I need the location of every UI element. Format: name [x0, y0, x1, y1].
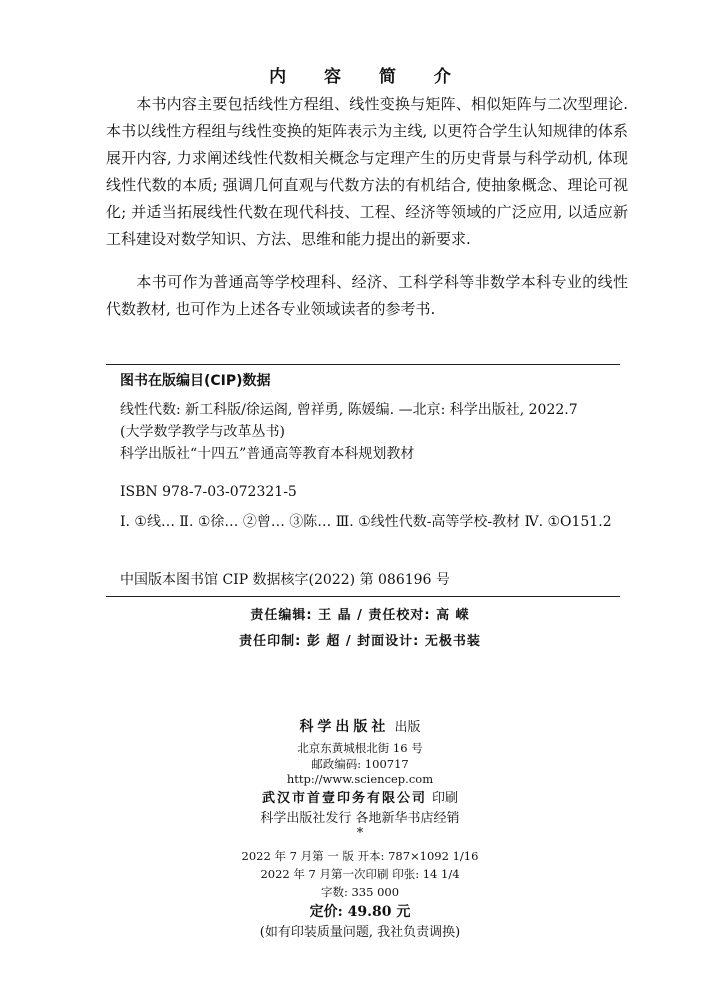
cip-series-line: (大学数学教学与改革丛书) [120, 424, 285, 440]
cip-top-rule [106, 364, 620, 365]
publisher-address: 北京东黄城根北街 16 号 [297, 741, 423, 755]
publisher-action: 出版 [394, 720, 421, 735]
printer-action: 印刷 [432, 791, 459, 806]
cip-classification: Ⅰ. ①线… Ⅱ. ①徐… ②曾… ③陈… Ⅲ. ①线性代数-高等学校-教材 Ⅳ. ①O151.2 [120, 514, 612, 530]
quality-notice: (如有印装质量问题, 我社负责调换) [259, 925, 461, 940]
publisher-url: http://www.sciencep.com [286, 772, 434, 786]
credits-editors: 责任编辑: 王 晶 / 责任校对: 高 嵘 [250, 608, 470, 623]
cip-library-number: 中国版本图书馆 CIP 数据核字(2022) 第 086196 号 [120, 572, 450, 588]
printer-name: 武汉市首壹印务有限公司 [261, 791, 427, 806]
separator-star: * [356, 826, 364, 841]
intro-paragraph-1-text: 本书内容主要包括线性方程组、线性变换与矩阵、相似矩阵与二次型理论. 本书以线性方程组与线性变换的矩阵表示为主线, 以更符合学生认知规律的体系展开内容, 力求阐述线性代数相关概念与定理产生的历史背景与科学动机, 体现线性代数的本质; 强调几何直观与代数方法的有机结合, 使抽象概念、理论可视化; 并适当拓展线性代数在现代科技、工程、经济等领域的广泛应用, 以适应新工科建设对数学知识、方法、思维和能力提出的新要求. [106, 95, 628, 248]
credits-production: 责任印制: 彭 超 / 封面设计: 无极书装 [239, 634, 481, 649]
price: 定价: 49.80 元 [309, 904, 411, 920]
cip-bottom-rule [106, 596, 620, 597]
printer-line [0, 787, 720, 806]
intro-paragraph-2-text: 本书可作为普通高等学校理科、经济、工科学科等非数学本科专业的线性代数教材, 也可作为上述各专业领域读者的参考书. [106, 273, 628, 318]
cip-heading: 图书在版编目(CIP)数据 [120, 373, 271, 389]
cip-plan-line: 科学出版社“十四五”普通高等教育本科规划教材 [120, 446, 415, 462]
distribution-line: 科学出版社发行 各地新华书店经销 [260, 811, 460, 826]
intro-paragraph-2 [106, 269, 628, 323]
page-title: 内 容 简 介 [269, 67, 467, 87]
publisher-postcode: 邮政编码: 100717 [311, 757, 409, 771]
publisher-name: 科学出版社 [299, 719, 390, 735]
intro-paragraph-1 [106, 91, 628, 253]
word-count: 字数: 335 000 [320, 885, 400, 899]
printing-info: 2022 年 7 月第一次印刷 印张: 14 1/4 [260, 867, 460, 881]
cip-isbn: ISBN 978-7-03-072321-5 [120, 484, 297, 500]
edition-info: 2022 年 7 月第 一 版 开本: 787×1092 1/16 [241, 849, 479, 863]
cip-title-line: 线性代数: 新工科版/徐运阁, 曾祥勇, 陈媛编. —北京: 科学出版社, 2022.7 [120, 402, 578, 418]
publisher-line [0, 716, 720, 736]
